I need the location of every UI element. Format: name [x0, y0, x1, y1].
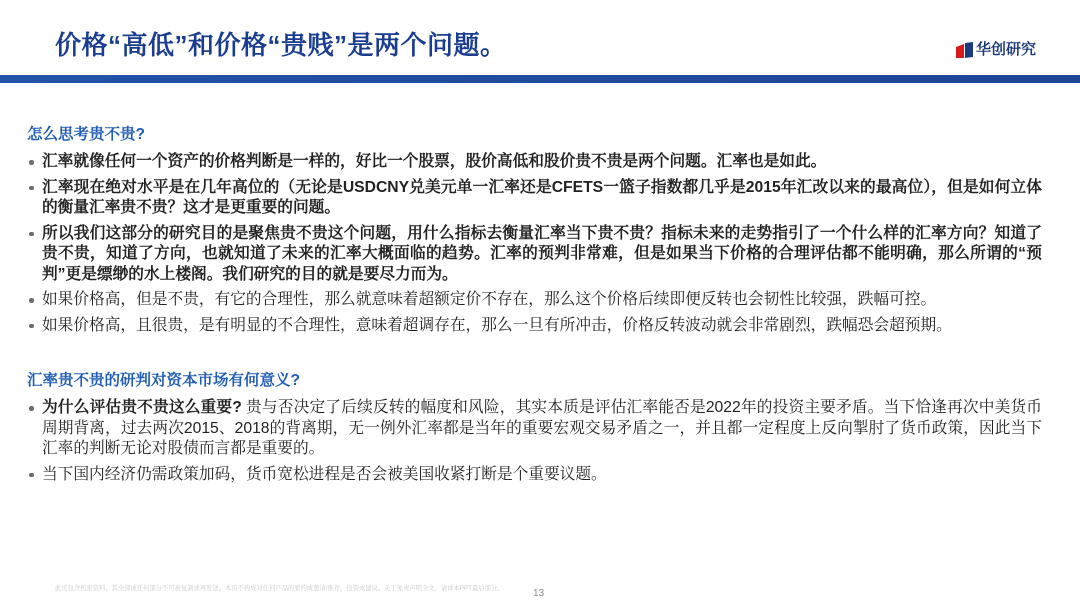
brand-logo	[956, 40, 1036, 60]
bullet-dot	[29, 186, 34, 191]
huachuang-logo-icon	[956, 42, 973, 59]
brand-name: 华创研究	[976, 41, 1037, 58]
bullet-dot	[29, 160, 34, 165]
slide-title: 价格“高低”和价格“贵贱”是两个问题。	[55, 30, 507, 60]
page-number: 13	[533, 588, 545, 599]
bullet-text: 所以我们这部分的研究目的是聚焦贵不贵这个问题，用什么指标去衡量汇率当下贵不贵？指标未来的走势指引了一个什么样的汇率方向？知道了贵不贵，知道了方向，也就知道了未来的汇率大概面临的趋势。汇率的预判非常难，但是如果当下价格的合理评估都不能明确，那么所谓的“预判”更是缥缈的水上楼阁。我们研究的目的就是要尽力而为。	[42, 224, 1042, 283]
bullet-dot	[29, 406, 34, 411]
bullet-text: 如果价格高，但是不贵，有它的合理性，那么就意味着超额定价不存在，那么这个价格后续即便反转也会韧性比较强，跌幅可控。	[42, 291, 937, 308]
bullet-dot	[29, 232, 34, 237]
bullet-item	[27, 398, 1042, 460]
title-divider-bar	[0, 75, 1080, 83]
bullet-text: 汇率现在绝对水平是在几年高位的（无论是USDCNY兑美元单一汇率还是CFETS一篮子指数都几乎是2015年汇改以来的最高位），但是如何立体的衡量汇率贵不贵？这才是更重要的问题。	[42, 178, 1042, 216]
bullet-dot	[29, 473, 34, 478]
bullet-text: 贵与否决定了后续反转的幅度和风险，其实本质是评估汇率能否是2022年的投资主要矛盾。当下恰逢再次中美货币周期背离，过去两次2015、2018的背离期，无一例外汇率都是当年的重要宏观交易矛盾之一，并且都一定程度上反向掣肘了货币政策，因此当下汇率的判断无论对股债而言都是重要的。	[42, 399, 1042, 457]
section-market-significance	[27, 371, 1042, 490]
bullet-text: 汇率就像任何一个资产的价格判断是一样的，好比一个股票，股价高低和股价贵不贵是两个问题。汇率也是如此。	[42, 153, 827, 170]
section-how-to-think	[27, 125, 1042, 341]
bullet-item	[27, 224, 1042, 286]
bullet-text: 当下国内经济仍需政策加码，货币宽松进程是否会被美国收紧打断是个重要议题。	[42, 465, 607, 483]
bullet-text: 如果价格高，且很贵，是有明显的不合理性，意味着超调存在，那么一旦有所冲击，价格反转波动就会非常剧烈，跌幅恐会超预期。	[42, 316, 952, 334]
section-heading: 怎么思考贵不贵?	[27, 126, 145, 143]
bullet-dot	[29, 324, 34, 329]
bullet-item	[27, 152, 1042, 173]
bullet-item	[27, 465, 1042, 486]
bullet-item	[27, 290, 1042, 311]
bullet-item	[27, 178, 1042, 219]
bullet-dot	[29, 298, 34, 303]
section-heading: 汇率贵不贵的研判对资本市场有何意义?	[27, 372, 300, 389]
disclaimer-note: 此页包含机密资料，其全部或任何部分不可被复制或再发送。本页不构成对任何产品的要约或邀请/推荐，投资或建议。关于免责声明全文，请详本PPT最后部分。	[55, 585, 504, 592]
bullet-item	[27, 316, 1042, 337]
bullet-lead: 为什么评估贵不贵这么重要?	[42, 399, 242, 416]
